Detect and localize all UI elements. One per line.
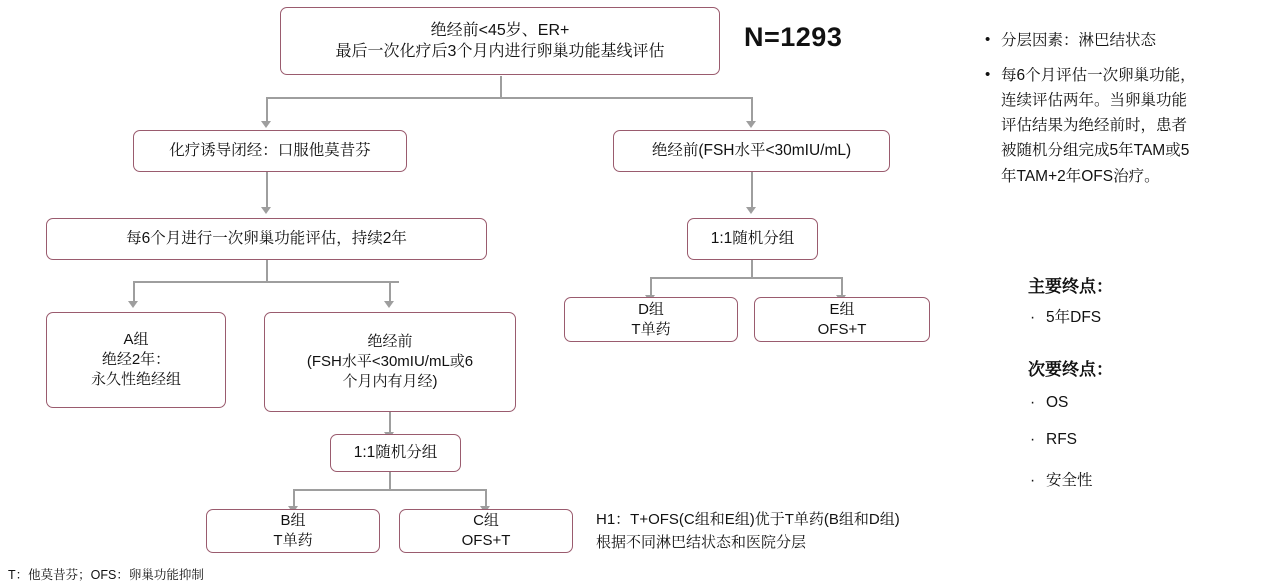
connector-title-down <box>500 76 502 98</box>
sidebar-bullet-2-line-3: 评估结果为绝经前时，患者 <box>1001 117 1188 135</box>
arrow-right-branch <box>746 121 756 128</box>
sample-size-label: N=1293 <box>744 22 843 52</box>
node-left-randomization-line-1: 1:1随机分组 <box>353 443 438 461</box>
connector-to-group-e <box>841 277 843 297</box>
node-premenopausal[interactable] <box>264 312 516 412</box>
connector-right-random-split <box>650 277 842 279</box>
arrow-group-a <box>128 301 138 308</box>
secondary-endpoint-item-2 <box>1030 431 1077 449</box>
primary-endpoint-item-1 <box>1030 305 1101 327</box>
connector-left-random-split <box>293 489 485 491</box>
hypothesis-line-2: 根据不同淋巴结状态和医院分层 <box>596 533 807 551</box>
connector-right-random-down <box>751 260 753 278</box>
node-title-line-1: 绝经前<45岁、ER+ <box>430 21 570 39</box>
node-premenopausal-line-1: 绝经前 <box>367 333 413 351</box>
bullet-marker-icon: · <box>1030 394 1036 411</box>
node-group-d[interactable] <box>564 297 738 342</box>
node-group-a-line-3: 永久性绝经组 <box>90 370 181 388</box>
node-group-a-line-2: 绝经2年： <box>101 351 171 369</box>
node-group-e[interactable] <box>754 297 930 342</box>
connector-right-branch-down <box>751 172 753 208</box>
sidebar-bullet-1-text <box>1001 28 1156 53</box>
connector-to-premenopausal <box>389 281 391 303</box>
node-group-c[interactable] <box>399 509 573 553</box>
sidebar-bullet-2-line-5: 年TAM+2年OFS治疗。 <box>1001 167 1160 185</box>
secondary-endpoint-item-3-text: 安全性 <box>1046 472 1093 489</box>
node-left-randomization[interactable] <box>330 434 461 472</box>
node-group-c-line-1: C组 <box>473 512 499 530</box>
node-group-a-line-1: A组 <box>123 331 149 349</box>
node-group-a[interactable] <box>46 312 226 408</box>
node-group-d-line-2: T单药 <box>631 320 671 338</box>
node-group-e-line-1: E组 <box>829 300 855 318</box>
node-group-c-line-2: OFS+T <box>461 532 511 549</box>
node-left-branch[interactable] <box>133 130 407 172</box>
node-right-randomization-line-1: 1:1随机分组 <box>710 229 795 247</box>
node-right-branch-line-1: 绝经前(FSH水平<30mIU/mL) <box>651 141 852 159</box>
sidebar-bullet-2 <box>985 63 1263 189</box>
node-premenopausal-line-2: (FSH水平<30mIU/mL或6 <box>306 353 474 371</box>
sidebar-bullets <box>985 28 1263 193</box>
secondary-endpoint-heading: 次要终点： <box>1028 360 1113 379</box>
bullet-marker-icon: · <box>1030 472 1036 489</box>
arrow-right-random <box>746 207 756 214</box>
bullet-marker-icon: • <box>985 31 991 48</box>
connector-to-right-branch <box>751 97 753 123</box>
secondary-endpoint-item-1 <box>1030 394 1068 412</box>
sidebar-bullet-2-line-1: 每6个月评估一次卵巢功能， <box>1001 67 1196 85</box>
connector-to-group-a <box>133 281 135 303</box>
footnote: T：他莫昔芬；OFS：卵巢功能抑制 <box>8 568 204 582</box>
hypothesis-line-1: H1：T+OFS(C组和E组)优于T单药(B组和D组) <box>596 511 900 528</box>
sidebar-bullet-2-line-4: 被随机分组完成5年TAM或5 <box>1001 142 1190 160</box>
node-group-b[interactable] <box>206 509 380 553</box>
connector-title-split <box>266 97 752 99</box>
connector-premenopausal-down <box>389 412 391 434</box>
secondary-endpoint-item-1-text: OS <box>1046 394 1069 411</box>
node-group-e-line-2: OFS+T <box>817 320 867 338</box>
hypothesis-note <box>596 509 1066 554</box>
primary-endpoint-heading: 主要终点： <box>1028 277 1113 296</box>
bullet-marker-icon: • <box>985 66 991 84</box>
secondary-endpoint-item-3 <box>1030 468 1093 490</box>
bullet-marker-icon: · <box>1030 431 1036 448</box>
arrow-left-branch <box>261 121 271 128</box>
connector-left-assess-down <box>266 260 268 282</box>
node-left-assess[interactable] <box>46 218 487 260</box>
secondary-endpoint-item-2-text: RFS <box>1046 431 1077 448</box>
node-group-d-line-1: D组 <box>638 300 664 318</box>
node-group-b-line-2: T单药 <box>273 532 313 549</box>
node-title-line-2: 最后一次化疗后3个月内进行卵巢功能基线评估 <box>335 43 665 60</box>
connector-left-assess-split <box>133 281 399 283</box>
connector-left-random-down <box>389 472 391 490</box>
primary-endpoint-item-1-text: 5年DFS <box>1046 309 1102 326</box>
node-group-b-line-1: B组 <box>280 512 306 530</box>
node-left-branch-line-1: 化疗诱导闭经：口服他莫昔芬 <box>169 141 371 159</box>
connector-left-branch-down <box>266 172 268 208</box>
node-right-randomization[interactable] <box>687 218 818 260</box>
node-title[interactable] <box>280 7 720 75</box>
sidebar-bullet-1 <box>985 28 1263 53</box>
bullet-marker-icon: · <box>1030 309 1036 326</box>
sidebar-bullet-2-line-2: 连续评估两年。当卵巢功能 <box>1001 92 1188 110</box>
connector-to-group-d <box>650 277 652 297</box>
sidebar-bullet-2-text <box>1001 63 1196 189</box>
arrow-premenopausal <box>384 301 394 308</box>
node-premenopausal-line-3: 个月内有月经) <box>342 372 438 390</box>
sidebar-bullet-1-line-1: 分层因素：淋巴结状态 <box>1001 32 1157 49</box>
node-right-branch[interactable] <box>613 130 890 172</box>
node-left-assess-line-1: 每6个月进行一次卵巢功能评估，持续2年 <box>126 229 407 247</box>
connector-to-left-branch <box>266 97 268 123</box>
arrow-left-assess <box>261 207 271 214</box>
